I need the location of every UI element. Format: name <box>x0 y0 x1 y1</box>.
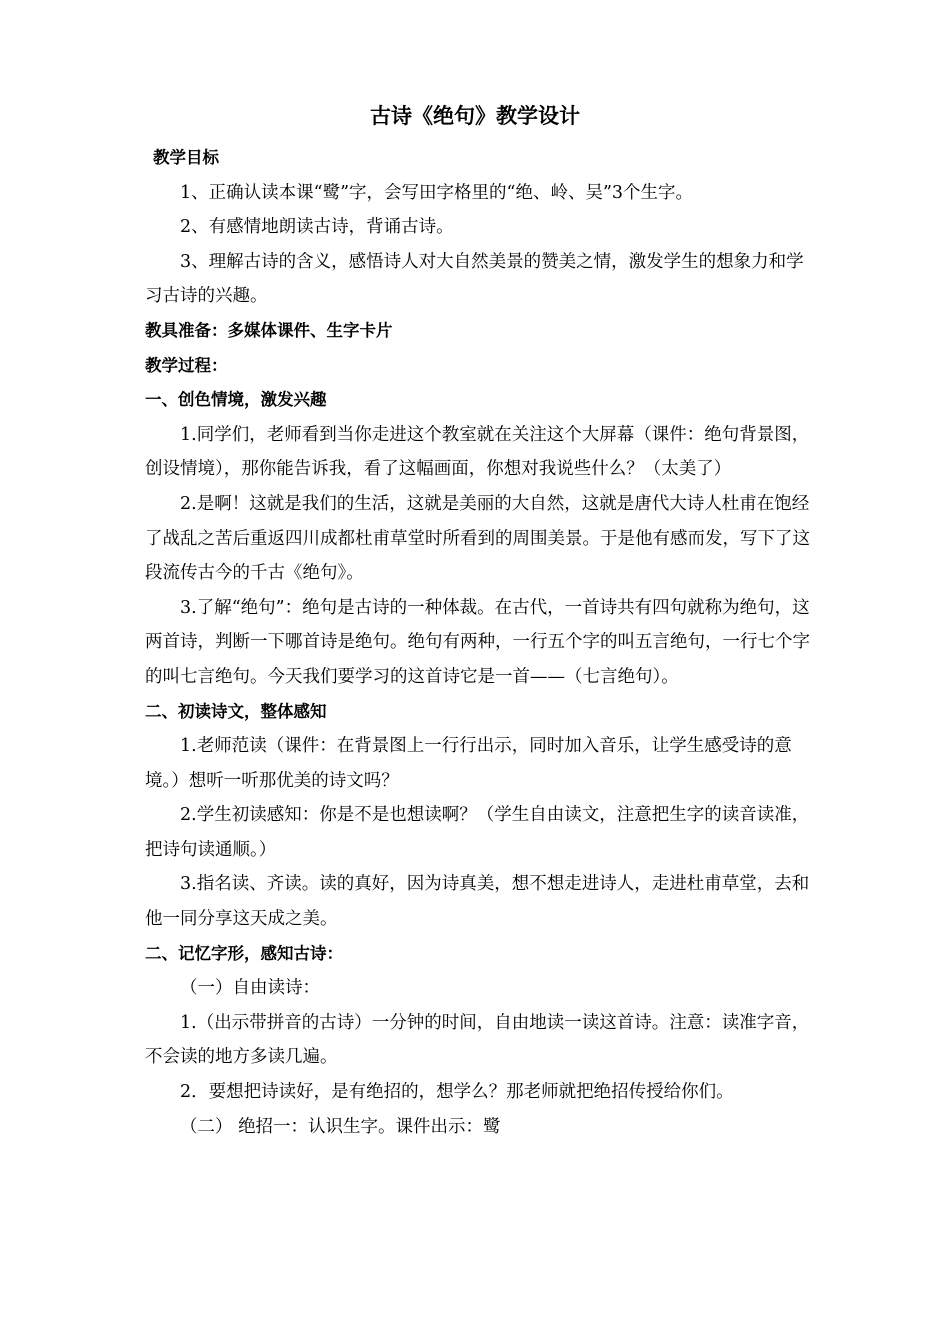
section2-heading: 二、初读诗文，整体感知 <box>145 701 327 721</box>
section3-subheading: （一）自由读诗： <box>180 978 320 999</box>
section2-paragraph: 2.学生初读感知：你是不是也想读啊？（学生自由读文，注意把生字的读音读准，把诗句读通顺。） <box>145 805 810 860</box>
section3-paragraph: 1.（出示带拼音的古诗）一分钟的时间，自由地读一读这首诗。注意：读准字音，不会读的地方多读几遍。 <box>145 1012 810 1068</box>
goal-item: 3、理解古诗的含义，感悟诗人对大自然美景的赞美之情，激发学生的想象力和学习古诗的兴趣。 <box>145 251 804 307</box>
section1-paragraph: 1.同学们，老师看到当你走进这个教室就在关注这个大屏幕（课件：绝句背景图，创设情境），那你能告诉我，看了这幅画面，你想对我说些什么？（太美了） <box>145 424 810 480</box>
goal-item: 2、有感情地朗读古诗，背诵古诗。 <box>180 217 454 238</box>
section3-paragraph: 2．要想把诗读好，是有绝招的，想学么？那老师就把绝招传授给你们。 <box>180 1082 734 1103</box>
section1-heading: 一、创色情境，激发兴趣 <box>145 390 327 410</box>
goals-heading: 教学目标 <box>153 148 219 167</box>
section1-paragraph: 3.了解“绝句”：绝句是古诗的一种体裁。在古代，一首诗共有四句就称为绝句，这两首诗，判断一下哪首诗是绝句。绝句有两种，一行五个字的叫五言绝句，一行七个字的叫七言绝句。今天我们要学习的这首诗它是一首——（七言绝句）。 <box>145 597 810 687</box>
goal-item: 1、正确认读本课“鹭”字，会写田字格里的“绝、岭、吴”3个生字。 <box>180 182 694 203</box>
process-heading: 教学过程： <box>145 355 228 375</box>
section2-paragraph: 3.指名读、齐读。读的真好，因为诗真美，想不想走进诗人，走进杜甫草堂，去和他一同分享这天成之美。 <box>145 874 810 930</box>
section3-heading: 二、记忆字形，感知古诗： <box>145 943 343 963</box>
section2-paragraph: 1.老师范读（课件：在背景图上一行行出示，同时加入音乐，让学生感受诗的意境。）想听一听那优美的诗文吗？ <box>145 736 792 791</box>
section3-subheading: （二） 绝招一：认识生字。课件出示：鹭 <box>180 1116 501 1137</box>
materials-line: 教具准备：多媒体课件、生字卡片 <box>145 320 393 340</box>
document-body <box>145 141 817 1144</box>
section1-paragraph: 2.是啊！这就是我们的生活，这就是美丽的大自然，这就是唐代大诗人杜甫在饱经了战乱之苦后重返四川成都杜甫草堂时所看到的周围美景。于是他有感而发，写下了这段流传古今的千古《绝句》。 <box>145 493 810 584</box>
document-title: 古诗《绝句》教学设计 <box>370 104 580 128</box>
